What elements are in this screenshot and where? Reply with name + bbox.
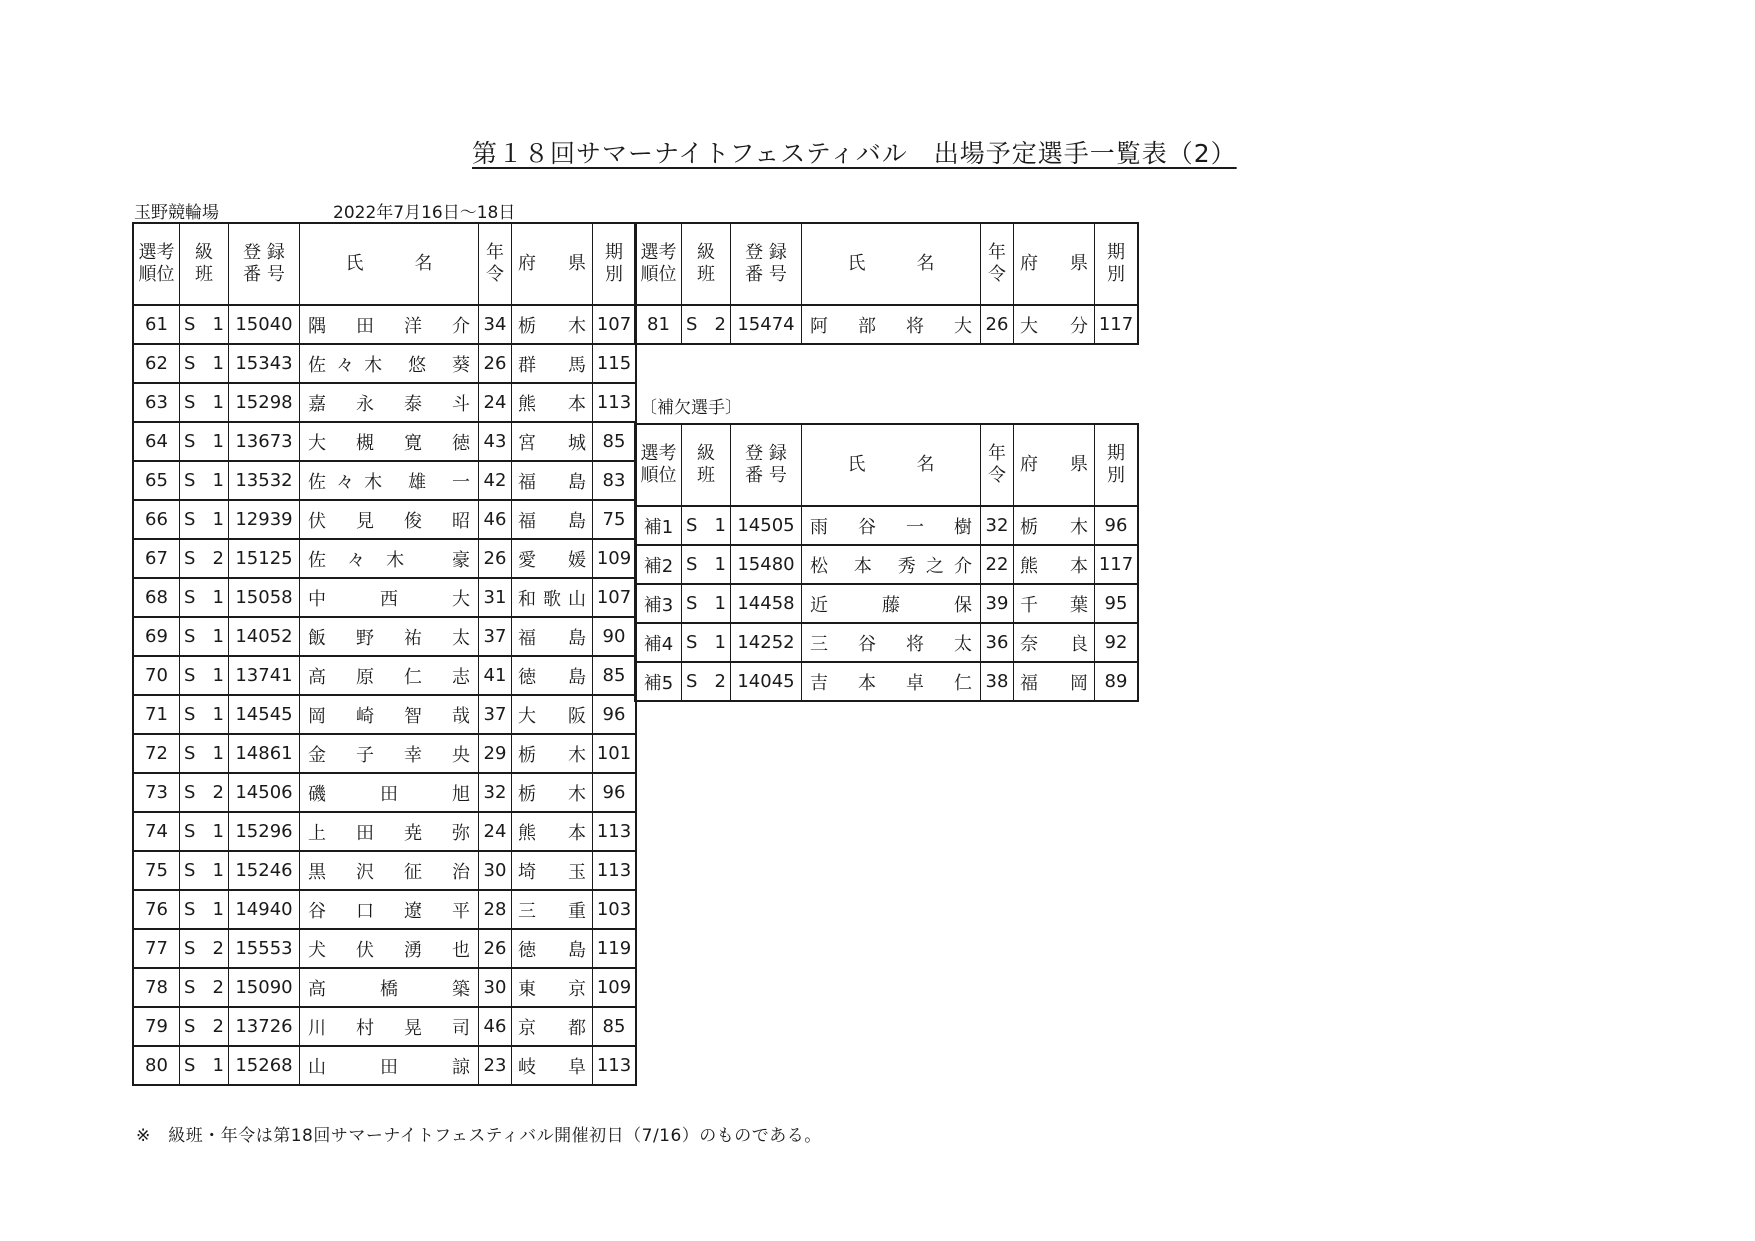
header-name-part: 氏 (847, 454, 866, 475)
age-cell: 37 (479, 695, 512, 734)
rider-name-cell: 隅 田 洋 介 (300, 305, 479, 344)
table-row (133, 890, 636, 929)
reg-number-cell: 15125 (229, 539, 300, 578)
reserve-section-label: 〔補欠選手〕 (640, 398, 742, 418)
term-cell: 113 (593, 383, 637, 422)
age-cell: 46 (479, 500, 512, 539)
class-cell: S 2 (180, 1007, 229, 1046)
age-cell: 41 (479, 656, 512, 695)
prefecture-cell: 群 馬 (512, 344, 593, 383)
table-row (133, 461, 636, 500)
class-cell: S 1 (180, 383, 229, 422)
rider-name-cell: 松 本 秀之介 (802, 545, 981, 584)
table-row (635, 662, 1138, 701)
class-cell: S 1 (180, 422, 229, 461)
prefecture-cell: 徳 島 (512, 929, 593, 968)
table-row (133, 500, 636, 539)
age-cell: 42 (479, 461, 512, 500)
header-reg-number: 登 録 番 号 (229, 223, 300, 305)
reg-number-cell: 15553 (229, 929, 300, 968)
header-prefecture (1014, 424, 1095, 506)
reg-number-cell: 15058 (229, 578, 300, 617)
header-pref-part: 県 (568, 253, 586, 274)
rank-cell: 64 (133, 422, 180, 461)
prefecture-cell: 大 分 (1014, 305, 1095, 344)
reg-number-cell: 13726 (229, 1007, 300, 1046)
age-cell: 26 (981, 305, 1014, 344)
prefecture-cell: 福 岡 (1014, 662, 1095, 701)
age-cell: 36 (981, 623, 1014, 662)
age-cell: 32 (479, 773, 512, 812)
reg-number-cell: 15268 (229, 1046, 300, 1085)
reg-number-cell: 14545 (229, 695, 300, 734)
prefecture-cell: 埼 玉 (512, 851, 593, 890)
class-cell: S 2 (682, 305, 731, 344)
reg-number-cell: 15298 (229, 383, 300, 422)
header-pref-text (1014, 454, 1094, 476)
rank-cell: 補2 (635, 545, 682, 584)
header-class: 級 班 (682, 223, 731, 305)
header-age: 年 令 (479, 223, 512, 305)
header-rank: 選考 順位 (635, 424, 682, 506)
reg-number-cell: 14861 (229, 734, 300, 773)
header-pref-text (1014, 253, 1094, 275)
term-cell: 117 (1095, 545, 1139, 584)
prefecture-cell: 宮 城 (512, 422, 593, 461)
page-title: 第１８回サマーナイトフェスティバル 出場予定選手一覧表（2） (472, 139, 1237, 168)
header-row (635, 424, 1138, 506)
rider-name-cell: 磯 田 旭 (300, 773, 479, 812)
age-cell: 31 (479, 578, 512, 617)
term-cell: 109 (593, 539, 637, 578)
age-cell: 30 (479, 968, 512, 1007)
additional-roster-table (634, 222, 1139, 345)
table-row (133, 929, 636, 968)
prefecture-cell: 栃 木 (512, 734, 593, 773)
term-cell: 95 (1095, 584, 1139, 623)
rank-cell: 65 (133, 461, 180, 500)
table-row (635, 506, 1138, 545)
rank-cell: 80 (133, 1046, 180, 1085)
table-row (133, 851, 636, 890)
class-cell: S 2 (682, 662, 731, 701)
prefecture-cell: 千 葉 (1014, 584, 1095, 623)
rank-cell: 71 (133, 695, 180, 734)
rank-cell: 補3 (635, 584, 682, 623)
reserve-table-body (635, 506, 1138, 701)
term-cell: 115 (593, 344, 637, 383)
reg-number-cell: 13673 (229, 422, 300, 461)
class-cell: S 1 (180, 851, 229, 890)
header-name-text (300, 253, 478, 275)
main-table-header (133, 223, 636, 305)
age-cell: 28 (479, 890, 512, 929)
header-term: 期 別 (1095, 223, 1139, 305)
header-name-part: 名 (916, 454, 935, 475)
age-cell: 43 (479, 422, 512, 461)
header-name-text (802, 454, 980, 476)
prefecture-cell: 栃 木 (512, 305, 593, 344)
header-name-part: 氏 (847, 253, 866, 274)
term-cell: 96 (593, 773, 637, 812)
rank-cell: 62 (133, 344, 180, 383)
header-term: 期 別 (1095, 424, 1139, 506)
table-row (133, 656, 636, 695)
class-cell: S 1 (682, 584, 731, 623)
header-name (300, 223, 479, 305)
class-cell: S 1 (180, 461, 229, 500)
age-cell: 26 (479, 539, 512, 578)
table-row (133, 617, 636, 656)
class-cell: S 2 (180, 539, 229, 578)
side-table-body (635, 305, 1138, 344)
reg-number-cell: 15343 (229, 344, 300, 383)
rank-cell: 補5 (635, 662, 682, 701)
rank-cell: 77 (133, 929, 180, 968)
header-age: 年 令 (981, 223, 1014, 305)
header-row (635, 223, 1138, 305)
age-cell: 39 (981, 584, 1014, 623)
table-row (133, 422, 636, 461)
table-row (133, 734, 636, 773)
age-cell: 22 (981, 545, 1014, 584)
rider-name-cell: 谷 口 遼 平 (300, 890, 479, 929)
term-cell: 89 (1095, 662, 1139, 701)
table-row (133, 812, 636, 851)
term-cell: 113 (593, 812, 637, 851)
rank-cell: 72 (133, 734, 180, 773)
header-class: 級 班 (682, 424, 731, 506)
age-cell: 30 (479, 851, 512, 890)
term-cell: 85 (593, 422, 637, 461)
header-name (802, 223, 981, 305)
age-cell: 32 (981, 506, 1014, 545)
footnote: ※ 級班・年令は第18回サマーナイトフェスティバル開催初日（7/16）のものである。 (136, 1126, 822, 1146)
rank-cell: 78 (133, 968, 180, 1007)
term-cell: 75 (593, 500, 637, 539)
header-pref-part: 県 (1070, 454, 1088, 475)
venue-label: 玉野競輪場 (134, 203, 219, 223)
rider-name-cell: 中 西 大 (300, 578, 479, 617)
rider-name-cell: 高 原 仁 志 (300, 656, 479, 695)
age-cell: 26 (479, 929, 512, 968)
rider-name-cell: 佐々木 悠 葵 (300, 344, 479, 383)
reg-number-cell: 15474 (731, 305, 802, 344)
age-cell: 24 (479, 383, 512, 422)
term-cell: 119 (593, 929, 637, 968)
header-term: 期 別 (593, 223, 637, 305)
reg-number-cell: 14940 (229, 890, 300, 929)
table-row (133, 539, 636, 578)
header-name-part: 名 (916, 253, 935, 274)
header-rank: 選考 順位 (635, 223, 682, 305)
term-cell: 85 (593, 656, 637, 695)
class-cell: S 1 (180, 656, 229, 695)
reg-number-cell: 15480 (731, 545, 802, 584)
term-cell: 107 (593, 578, 637, 617)
reg-number-cell: 14052 (229, 617, 300, 656)
age-cell: 46 (479, 1007, 512, 1046)
prefecture-cell: 岐 阜 (512, 1046, 593, 1085)
reg-number-cell: 15246 (229, 851, 300, 890)
prefecture-cell: 和歌山 (512, 578, 593, 617)
prefecture-cell: 福 島 (512, 500, 593, 539)
rank-cell: 69 (133, 617, 180, 656)
rider-name-cell: 嘉 永 泰 斗 (300, 383, 479, 422)
table-row (635, 584, 1138, 623)
class-cell: S 1 (180, 695, 229, 734)
prefecture-cell: 奈 良 (1014, 623, 1095, 662)
rider-name-cell: 佐々木 雄 一 (300, 461, 479, 500)
rank-cell: 61 (133, 305, 180, 344)
prefecture-cell: 三 重 (512, 890, 593, 929)
main-table-body (133, 305, 636, 1085)
reg-number-cell: 15090 (229, 968, 300, 1007)
term-cell: 85 (593, 1007, 637, 1046)
rider-name-cell: 山 田 諒 (300, 1046, 479, 1085)
reg-number-cell: 15040 (229, 305, 300, 344)
class-cell: S 1 (180, 1046, 229, 1085)
prefecture-cell: 栃 木 (512, 773, 593, 812)
term-cell: 109 (593, 968, 637, 1007)
side-table-header (635, 223, 1138, 305)
reg-number-cell: 14252 (731, 623, 802, 662)
date-range: 2022年7月16日～18日 (333, 203, 516, 223)
term-cell: 90 (593, 617, 637, 656)
term-cell: 92 (1095, 623, 1139, 662)
header-name-part: 氏 (345, 253, 364, 274)
header-pref-part: 府 (518, 253, 536, 274)
age-cell: 26 (479, 344, 512, 383)
table-row (133, 773, 636, 812)
rank-cell: 76 (133, 890, 180, 929)
age-cell: 37 (479, 617, 512, 656)
header-prefecture (1014, 223, 1095, 305)
rider-name-cell: 大 槻 寛 徳 (300, 422, 479, 461)
reserve-table-header (635, 424, 1138, 506)
rank-cell: 73 (133, 773, 180, 812)
age-cell: 23 (479, 1046, 512, 1085)
class-cell: S 1 (180, 500, 229, 539)
table-row (635, 545, 1138, 584)
header-pref-part: 県 (1070, 253, 1088, 274)
rider-name-cell: 岡 崎 智 哉 (300, 695, 479, 734)
table-row (635, 305, 1138, 344)
prefecture-cell: 福 島 (512, 617, 593, 656)
prefecture-cell: 栃 木 (1014, 506, 1095, 545)
table-row (133, 305, 636, 344)
header-name-text (802, 253, 980, 275)
prefecture-cell: 福 島 (512, 461, 593, 500)
prefecture-cell: 熊 本 (512, 383, 593, 422)
class-cell: S 1 (180, 344, 229, 383)
term-cell: 101 (593, 734, 637, 773)
rider-name-cell: 飯 野 祐 太 (300, 617, 479, 656)
reserve-roster-table (634, 423, 1139, 702)
reg-number-cell: 13741 (229, 656, 300, 695)
table-row (133, 383, 636, 422)
class-cell: S 2 (180, 773, 229, 812)
prefecture-cell: 大 阪 (512, 695, 593, 734)
rider-name-cell: 雨 谷 一 樹 (802, 506, 981, 545)
table-row (133, 1007, 636, 1046)
class-cell: S 1 (180, 890, 229, 929)
rank-cell: 補4 (635, 623, 682, 662)
header-name-part: 名 (414, 253, 433, 274)
table-row (133, 968, 636, 1007)
header-pref-text (512, 253, 592, 275)
term-cell: 103 (593, 890, 637, 929)
class-cell: S 2 (180, 929, 229, 968)
reg-number-cell: 14506 (229, 773, 300, 812)
table-row (133, 1046, 636, 1085)
rank-cell: 67 (133, 539, 180, 578)
rank-cell: 66 (133, 500, 180, 539)
rider-name-cell: 佐々木 豪 (300, 539, 479, 578)
table-row (635, 623, 1138, 662)
header-rank: 選考 順位 (133, 223, 180, 305)
table-row (133, 344, 636, 383)
reg-number-cell: 13532 (229, 461, 300, 500)
header-pref-part: 府 (1020, 454, 1038, 475)
term-cell: 107 (593, 305, 637, 344)
rider-name-cell: 上 田 尭 弥 (300, 812, 479, 851)
prefecture-cell: 京 都 (512, 1007, 593, 1046)
term-cell: 96 (1095, 506, 1139, 545)
term-cell: 83 (593, 461, 637, 500)
table-row (133, 578, 636, 617)
prefecture-cell: 徳 島 (512, 656, 593, 695)
class-cell: S 1 (180, 617, 229, 656)
rider-name-cell: 高 橋 築 (300, 968, 479, 1007)
class-cell: S 1 (180, 812, 229, 851)
class-cell: S 1 (682, 545, 731, 584)
reg-number-cell: 14458 (731, 584, 802, 623)
rider-name-cell: 吉 本 卓 仁 (802, 662, 981, 701)
prefecture-cell: 東 京 (512, 968, 593, 1007)
rank-cell: 63 (133, 383, 180, 422)
header-reg-number: 登 録 番 号 (731, 223, 802, 305)
table-row (133, 695, 636, 734)
header-name (802, 424, 981, 506)
rider-name-cell: 犬 伏 湧 也 (300, 929, 479, 968)
main-roster-table (132, 222, 637, 1086)
term-cell: 113 (593, 851, 637, 890)
header-age: 年 令 (981, 424, 1014, 506)
rider-name-cell: 金 子 幸 央 (300, 734, 479, 773)
age-cell: 34 (479, 305, 512, 344)
rider-name-cell: 阿 部 将 大 (802, 305, 981, 344)
rank-cell: 68 (133, 578, 180, 617)
rider-name-cell: 川 村 晃 司 (300, 1007, 479, 1046)
header-reg-number: 登 録 番 号 (731, 424, 802, 506)
rank-cell: 補1 (635, 506, 682, 545)
class-cell: S 1 (682, 506, 731, 545)
term-cell: 113 (593, 1046, 637, 1085)
rider-name-cell: 黒 沢 征 治 (300, 851, 479, 890)
class-cell: S 1 (682, 623, 731, 662)
header-prefecture (512, 223, 593, 305)
age-cell: 24 (479, 812, 512, 851)
reg-number-cell: 14045 (731, 662, 802, 701)
prefecture-cell: 熊 本 (512, 812, 593, 851)
rider-name-cell: 三 谷 将 太 (802, 623, 981, 662)
header-class: 級 班 (180, 223, 229, 305)
rider-name-cell: 近 藤 保 (802, 584, 981, 623)
term-cell: 117 (1095, 305, 1139, 344)
prefecture-cell: 愛 媛 (512, 539, 593, 578)
term-cell: 96 (593, 695, 637, 734)
age-cell: 38 (981, 662, 1014, 701)
reg-number-cell: 14505 (731, 506, 802, 545)
prefecture-cell: 熊 本 (1014, 545, 1095, 584)
rank-cell: 75 (133, 851, 180, 890)
rider-name-cell: 伏 見 俊 昭 (300, 500, 479, 539)
class-cell: S 1 (180, 578, 229, 617)
rank-cell: 70 (133, 656, 180, 695)
age-cell: 29 (479, 734, 512, 773)
rank-cell: 79 (133, 1007, 180, 1046)
reg-number-cell: 12939 (229, 500, 300, 539)
class-cell: S 1 (180, 305, 229, 344)
rank-cell: 74 (133, 812, 180, 851)
header-pref-part: 府 (1020, 253, 1038, 274)
rank-cell: 81 (635, 305, 682, 344)
class-cell: S 1 (180, 734, 229, 773)
header-row (133, 223, 636, 305)
class-cell: S 2 (180, 968, 229, 1007)
reg-number-cell: 15296 (229, 812, 300, 851)
